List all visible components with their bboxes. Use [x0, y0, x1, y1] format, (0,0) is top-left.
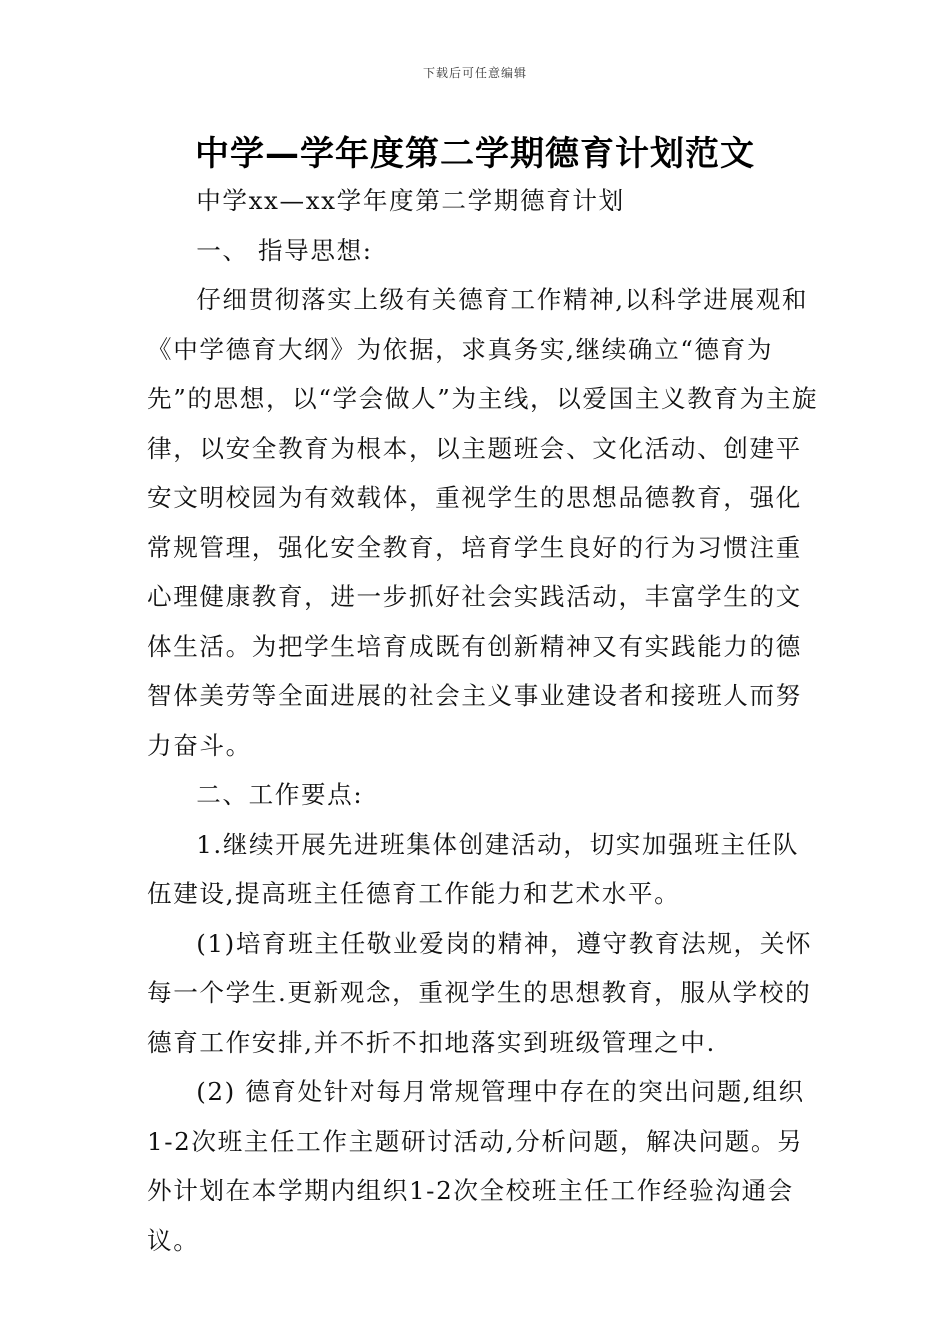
document-title: 中学—学年度第二学期德育计划范文 — [195, 134, 755, 174]
body-paragraph: (1)培育班主任敬业爱岗的精神，遵守教育法规，关怀每一个学生.更新观念，重视学生的思想教育，服从学校的德育工作安排,并不折不扣地落实到班级管理之中. — [147, 928, 813, 1057]
body-paragraph: 仔细贯彻落实上级有关德育工作精神,以科学进展观和《中学德育大纲》为依据，求真务实,继续确立“德育为先”的思想，以“学会做人”为主线，以爱国主义教育为主旋律，以安全教育为根本，以主题班会、文化活动、创建平安文明校园为有效载体，重视学生的思想品德教育，强化常规管理，强化安全教育，培育学生良好的行为习惯注重心理健康教育，进一步抓好社会实践活动，丰富学生的文体生活。为把学生培育成既有创新精神又有实践能力的德智体美劳等全面进展的社会主义事业建设者和接班人而努力奋斗。 — [147, 285, 819, 760]
header-note: 下载后可任意编辑 — [422, 66, 527, 80]
document-body — [147, 176, 823, 1265]
body-paragraph: 1.继续开展先进班集体创建活动，切实加强班主任队伍建设,提高班主任德育工作能力和艺术水平。 — [147, 829, 800, 908]
subtitle-paragraph: 中学xx—xx学年度第二学期德育计划 — [196, 186, 625, 215]
section-heading-work-points: 二、工作要点: — [196, 780, 364, 809]
section-heading-guiding-thought: 一、 指导思想: — [196, 235, 373, 265]
body-paragraph: (2) 德育处针对每月常规管理中存在的突出问题,组织1-2次班主任工作主题研讨活动,分析问题，解决问题。另外计划在本学期内组织1-2次全校班主任工作经验沟通会议。 — [147, 1077, 805, 1255]
